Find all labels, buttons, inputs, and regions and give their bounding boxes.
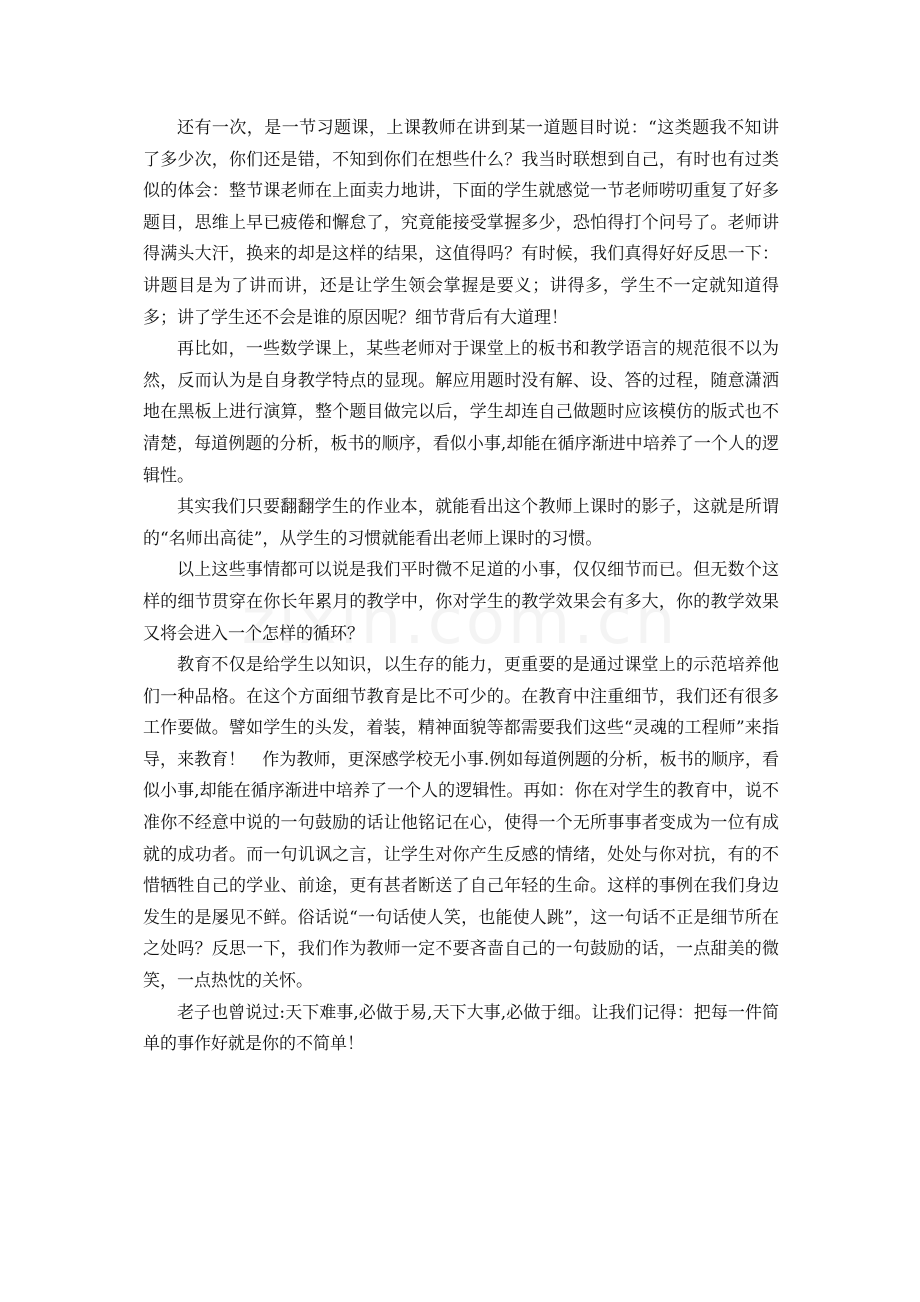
paragraph-3: 其实我们只要翻翻学生的作业本，就能看出这个教师上课时的影子，这就是所谓的“名师出高徒”，从学生的习惯就能看出老师上课时的习惯。 bbox=[143, 497, 779, 549]
document-body bbox=[143, 113, 779, 1061]
paragraph-6: 老子也曾说过:天下难事,必做于易,天下大事,必做于细。让我们记得：把每一件简单的事作好就是你的不简单！ bbox=[143, 1002, 779, 1055]
paragraph-5: 教育不仅是给学生以知识，以生存的能力，更重要的是通过课堂上的示范培养他们一种品格。在这个方面细节教育是比不可少的。在教育中注重细节，我们还有很多工作要做。譬如学生的头发，着装，精神面貌等都需要我们这些“灵魂的工程师”来指导，来教育！ 作为教师，更深感学校无小事.例如每道例题的分析，板书的顺序，看似小事,却能在循序渐进中培养了一个人的逻辑性。再如：你在对学生的教育中，说不准你不经意中说的一句鼓励的话让他铭记在心，使得一个无所事事者变成为一位有成就的成功者。而一句讥讽之言，让学生对你产生反感的情绪，处处与你对抗，有的不惜牺牲自己的学业、前途，更有甚者断送了自己年轻的生命。这样的事例在我们身边发生的是屡见不鲜。俗话说“一句话使人笑，也能使人跳”，这一句话不正是细节所在之处吗？反思一下，我们作为教师一定不要吝啬自己的一句鼓励的话，一点甜美的微笑，一点热忱的关怀。 bbox=[143, 655, 779, 992]
paragraph-2: 再比如，一些数学课上，某些老师对于课堂上的板书和教学语言的规范很不以为然，反而认为是自身教学特点的显现。解应用题时没有解、设、答的过程，随意潇洒地在黑板上进行演算，整个题目做完以后，学生却连自己做题时应该模仿的版式也不清楚，每道例题的分析，板书的顺序，看似小事,却能在循序渐进中培养了一个人的逻辑性。 bbox=[143, 339, 779, 486]
paragraph-4: 以上这些事情都可以说是我们平时微不足道的小事，仅仅细节而已。但无数个这样的细节贯穿在你长年累月的教学中，你对学生的教学效果会有多大，你的教学效果又将会进入一个怎样的循环？ bbox=[143, 560, 779, 644]
paragraph-1: 还有一次，是一节习题课，上课教师在讲到某一道题目时说：“这类题我不知讲了多少次，你们还是错，不知到你们在想些什么？我当时联想到自己，有时也有过类似的体会：整节课老师在上面卖力地讲，下面的学生就感觉一节老师唠叨重复了好多题目，思维上早已疲倦和懈怠了，究竟能接受掌握多少，恐怕得打个问号了。老师讲得满头大汗，换来的却是这样的结果，这值得吗？有时候，我们真得好好反思一下：讲题目是为了讲而讲，还是让学生领会掌握是要义；讲得多，学生不一定就知道得多；讲了学生还不会是谁的原因呢？细节背后有大道理！ bbox=[143, 118, 779, 328]
